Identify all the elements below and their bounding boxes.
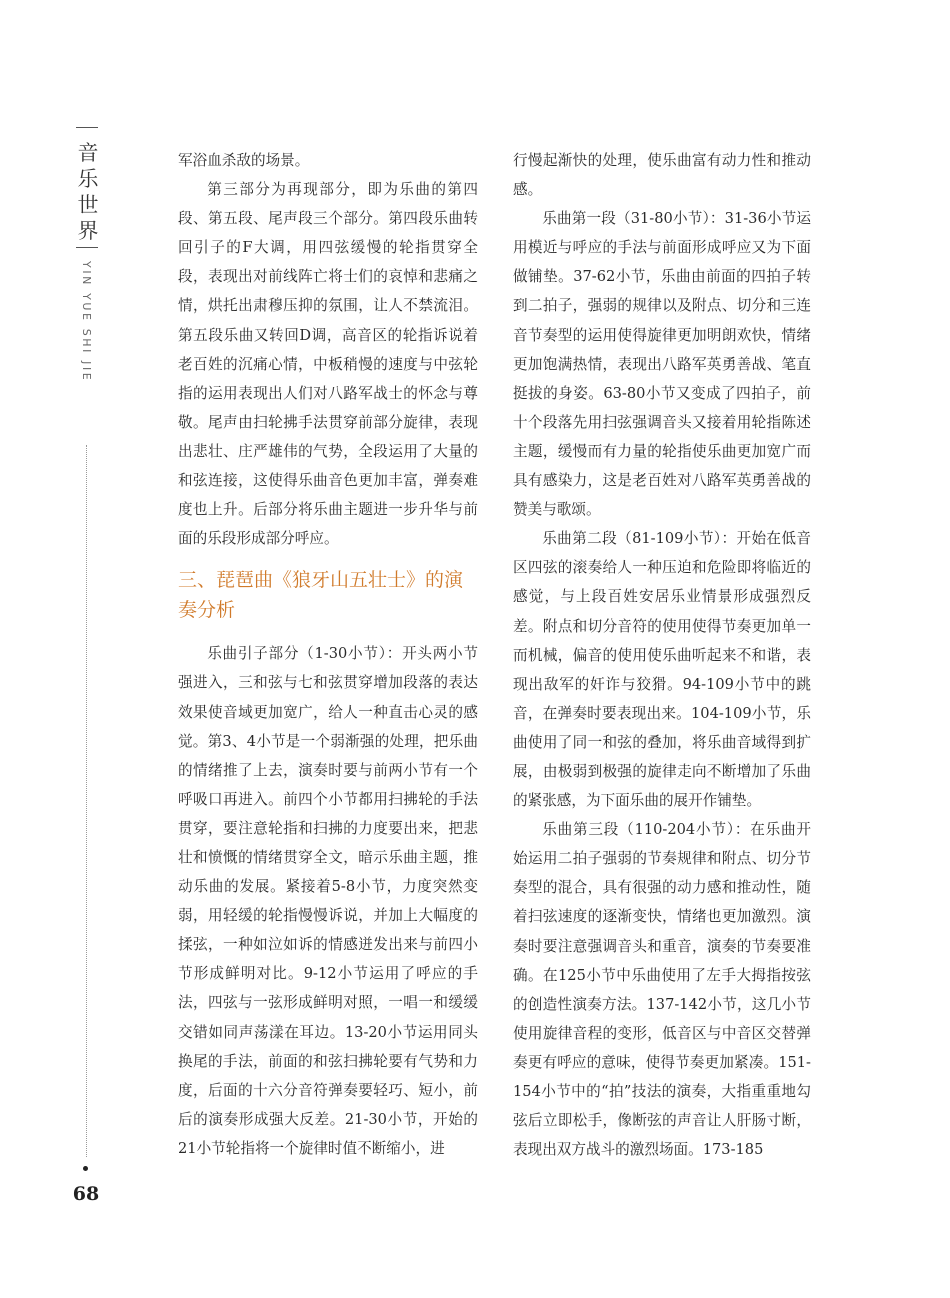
- magazine-title-char: 界: [77, 219, 99, 243]
- paragraph: 乐曲第一段（31-80小节）：31-36小节运用模近与呼应的手法与前面形成呼应又为下面做铺垫。37-62小节，乐曲由前面的四拍子转到二拍子，强弱的规律以及附点、切分和三连音节奏型的运用使得旋律更加明朗欢快，情绪更加饱满热情，表现出八路军英勇善战、笔直挺拔的身姿。63-80小节又变成了四拍子，前十个段落先用扫弦强调音头又接着用轮指陈述主题，缓慢而有力量的轮指使乐曲更加宽广而具有感染力，这是老百姓对八路军英勇善战的赞美与歌颂。: [513, 210, 811, 519]
- magazine-title-char: 音: [77, 141, 99, 165]
- sidebar-middle-rule: [76, 247, 98, 248]
- sidebar-dotted-line: [86, 445, 87, 1157]
- page-number-dot: [83, 1166, 88, 1171]
- magazine-pinyin: YIN YUE SHI JIE: [80, 261, 93, 383]
- magazine-title: [73, 140, 103, 244]
- paragraph: 乐曲第二段（81-109小节）：开始在低音区四弦的滚奏给人一种压迫和危险即将临近的感觉，与上段百姓安居乐业情景形成强烈反差。附点和切分音符的使用使得节奏更加单一而机械，偏音的使用使乐曲听起来不和谐，表现出敌军的奸诈与狡猾。94-109小节中的跳音，在弹奏时要表现出来。104-109小节，乐曲使用了同一和弦的叠加，将乐曲音域得到扩展，由极弱到极强的旋律走向不断增加了乐曲的紧张感，为下面乐曲的展开作铺垫。: [513, 530, 811, 810]
- paragraph: 乐曲引子部分（1-30小节）：开头两小节强进入，三和弦与七和弦贯穿增加段落的表达效果使音域更加宽广，给人一种直击心灵的感觉。第3、4小节是一个弱渐强的处理，把乐曲的情绪推了上去，演奏时要与前两小节有一个呼吸口再进入。前四个小节都用扫拂轮的手法贯穿，要注意轮指和扫拂的力度要出来，把悲壮和愤慨的情绪贯穿全文，暗示乐曲主题，推动乐曲的发展。紧接着5-8小节，力度突然变弱，用轻缓的轮指慢慢诉说，并加上大幅度的揉弦，一种如泣如诉的情感迸发出来与前四小节形成鲜明对比。9-12小节运用了呼应的手法，四弦与一弦形成鲜明对照，一唱一和缓缓交错如同声荡漾在耳边。13-20小节运用同头换尾的手法，前面的和弦扫拂轮要有气势和力度，后面的十六分音符弹奏要轻巧、短小，前后的演奏形成强大反差。21-30小节，开始的21小节轮指将一个旋律时值不断缩小，进: [178, 645, 478, 1157]
- paragraph: 行慢起渐快的处理，使乐曲富有动力性和推动感。: [513, 152, 811, 199]
- paragraph: 乐曲第三段（110-204小节）：在乐曲开始运用二拍子强弱的节奏规律和附点、切分节奏型的混合，具有很强的动力感和推动性，随着扫弦速度的逐渐变快，情绪也更加激烈。演奏时要注意强调音头和重音，演奏的节奏要准确。在125小节中乐曲使用了左手大拇指按弦的创造性演奏方法。137-142小节，这几小节使用旋律音程的变形，低音区与中音区交替弹奏更有呼应的意味，使得节奏更加紧凑。151-154小节中的“拍”技法的演奏，大指重重地勾弦后立即松手，像断弦的声音让人肝肠寸断，表现出双方战斗的激烈场面。173-185: [513, 821, 811, 1159]
- sidebar-top-rule: [76, 127, 98, 128]
- section-heading: 三、琵琶曲《狼牙山五壮士》的演奏分析: [178, 569, 464, 622]
- magazine-title-char: 乐: [77, 167, 99, 191]
- left-column: [178, 146, 478, 1163]
- page-number: 68: [72, 1183, 100, 1205]
- paragraph: 第三部分为再现部分，即为乐曲的第四段、第五段、尾声段三个部分。第四段乐曲转回引子的F大调，用四弦缓慢的轮指贯穿全段，表现出对前线阵亡将士们的哀悼和悲痛之情，烘托出肃穆压抑的氛围，让人不禁流泪。第五段乐曲又转回D调，高音区的轮指诉说着老百姓的沉痛心情，中板稍慢的速度与中弦轮指的运用表现出人们对八路军战士的怀念与尊敬。尾声由扫轮拂手法贯穿前部分旋律，表现出悲壮、庄严雄伟的气势，全段运用了大量的和弦连接，这使得乐曲音色更加丰富，弹奏难度也上升。后部分将乐曲主题进一步升华与前面的乐段形成部分呼应。: [178, 181, 478, 548]
- right-column: [513, 146, 811, 1164]
- paragraph: 军浴血杀敌的场景。: [178, 152, 310, 169]
- magazine-title-char: 世: [77, 193, 99, 217]
